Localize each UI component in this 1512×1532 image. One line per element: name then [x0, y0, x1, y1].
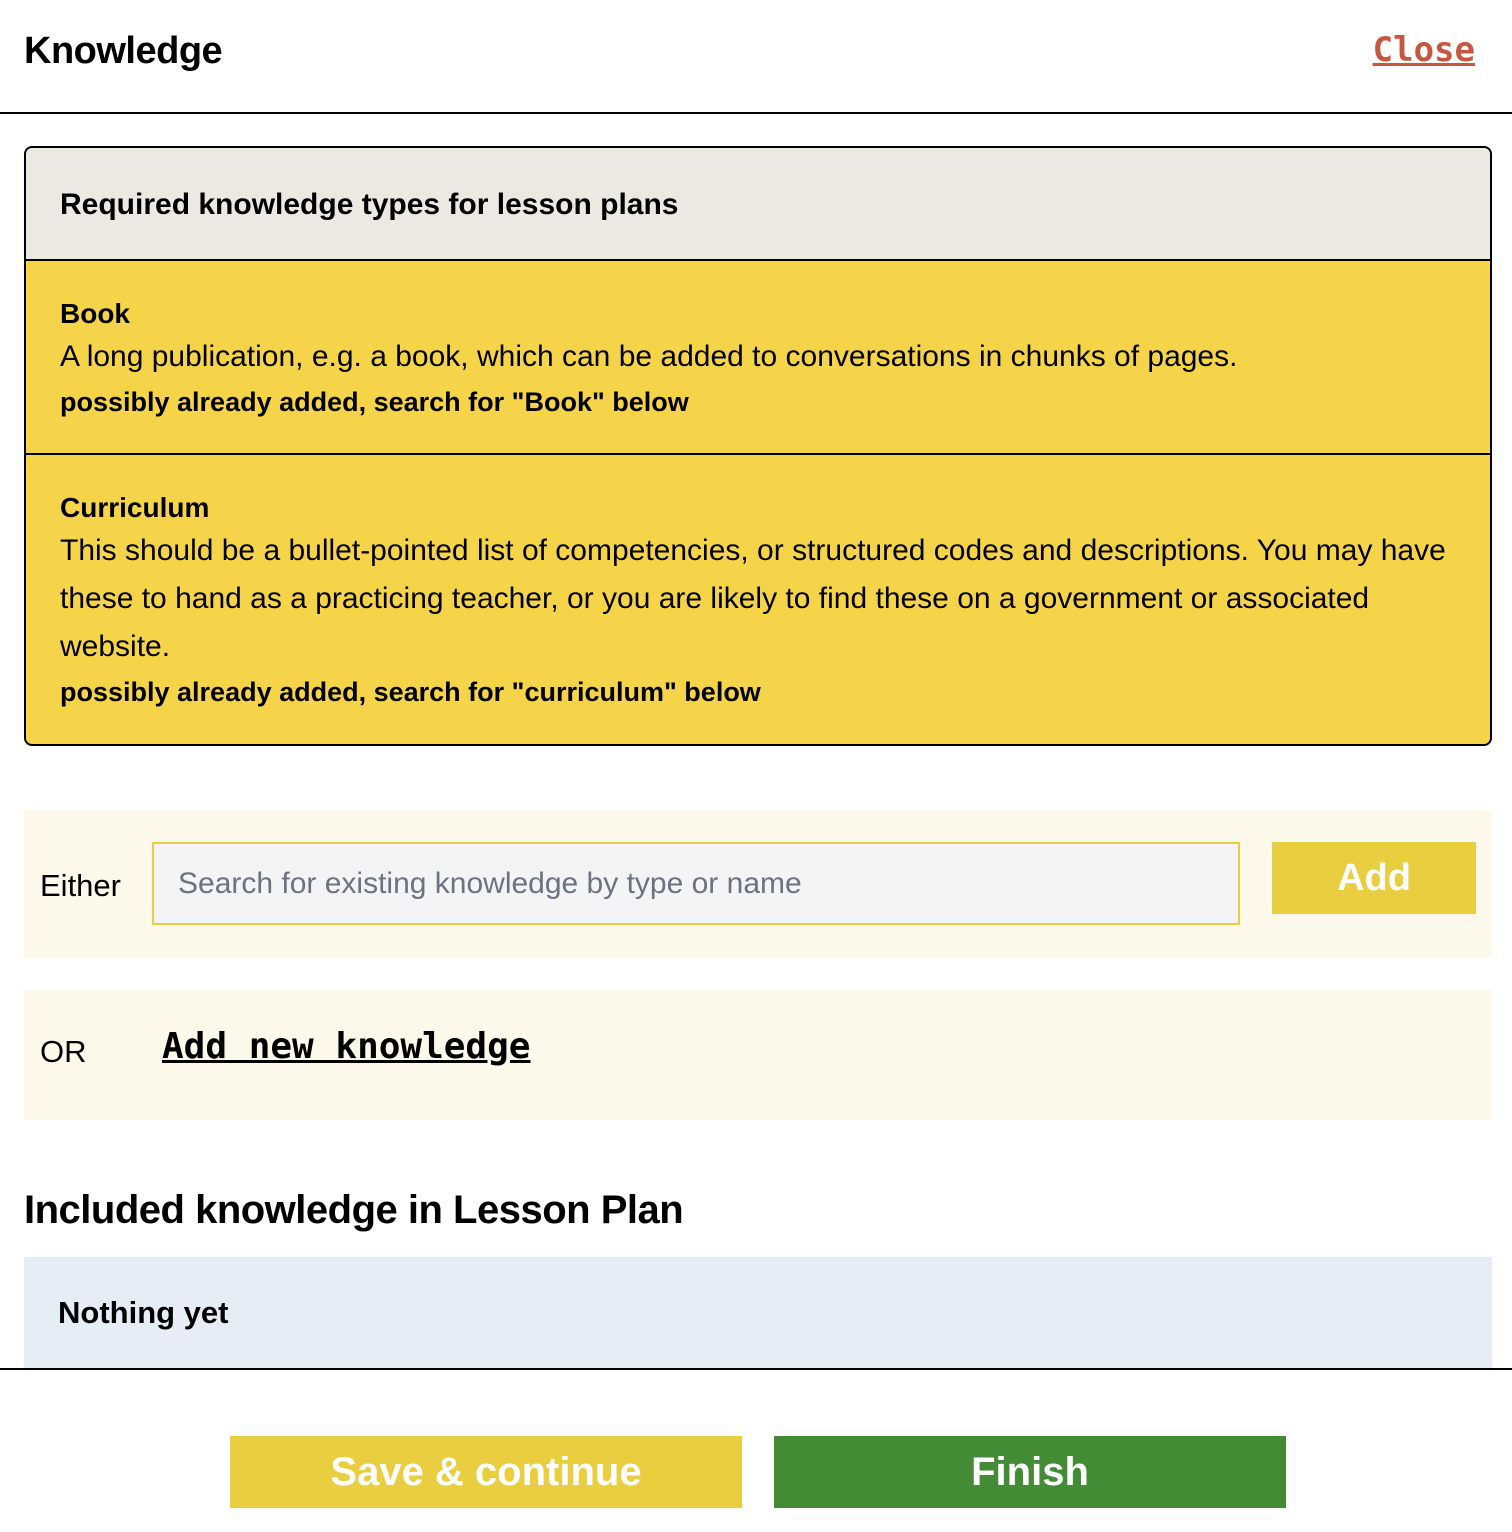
page-header	[0, 0, 1512, 114]
knowledge-search-input[interactable]	[152, 842, 1240, 925]
required-item-hint: possibly already added, search for "curriculum" below	[60, 677, 761, 707]
empty-state-text: Nothing yet	[58, 1295, 229, 1330]
required-knowledge-box	[24, 146, 1492, 746]
add-button[interactable]: Add	[1272, 842, 1476, 914]
close-link[interactable]: Close	[1372, 30, 1475, 70]
search-panel	[24, 810, 1492, 958]
finish-button[interactable]: Finish	[774, 1436, 1286, 1508]
either-label: Either	[40, 868, 121, 903]
or-label: OR	[40, 1034, 87, 1069]
page-title: Knowledge	[24, 30, 223, 72]
required-item-description: A long publication, e.g. a book, which can be added to conversations in chunks of pages.	[60, 340, 1238, 373]
included-knowledge-list	[24, 1257, 1492, 1369]
required-item-description: This should be a bullet-pointed list of competencies, or structured codes and descriptions. You may have these to hand as a practicing teacher, or you are likely to find these on a government or associated website.	[60, 534, 1446, 663]
required-knowledge-heading: Required knowledge types for lesson plans	[26, 148, 1490, 261]
add-new-panel	[24, 990, 1492, 1120]
required-item-name: Book	[60, 298, 130, 329]
save-continue-button[interactable]: Save & continue	[230, 1436, 742, 1508]
required-item-name: Curriculum	[60, 492, 210, 523]
add-new-knowledge-link[interactable]: Add new knowledge	[162, 1026, 531, 1067]
required-item-book	[26, 261, 1490, 455]
required-item-hint: possibly already added, search for "Book" below	[60, 387, 689, 417]
required-item-curriculum	[26, 455, 1490, 713]
footer-bar	[0, 1368, 1512, 1532]
included-knowledge-heading: Included knowledge in Lesson Plan	[24, 1188, 684, 1232]
